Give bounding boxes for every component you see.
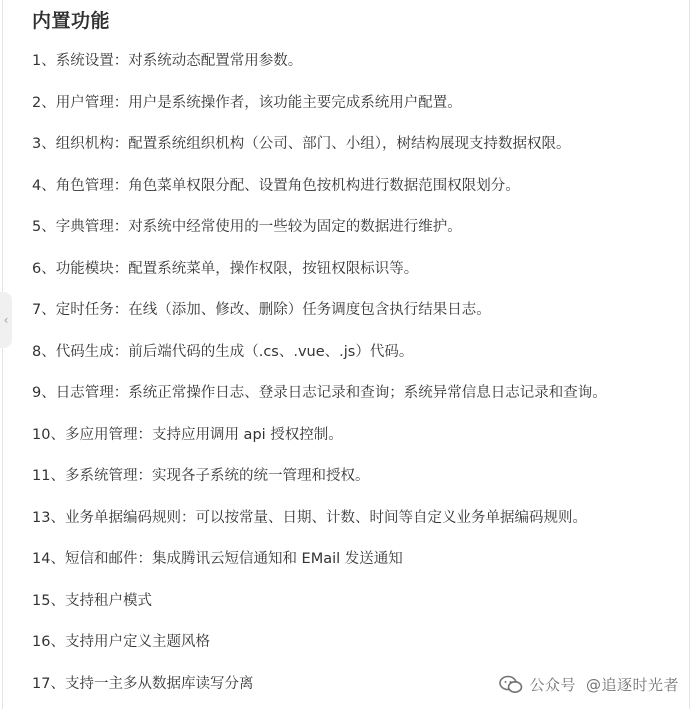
feature-item: 7、定时任务：在线（添加、修改、删除）任务调度包含执行结果日志。: [32, 302, 491, 318]
feature-item: 15、支持租户模式: [32, 592, 152, 609]
feature-item: 14、短信和邮件：集成腾讯云短信通知和 EMail 发送通知: [32, 551, 403, 567]
watermark-author: @追逐时光者: [585, 676, 679, 694]
feature-item: 2、用户管理：用户是系统操作者，该功能主要完成系统用户配置。: [32, 94, 462, 111]
section-title: 内置功能: [32, 10, 111, 32]
feature-item: 5、字典管理：对系统中经常使用的一些较为固定的数据进行维护。: [32, 219, 462, 235]
watermark-platform: 公众号: [529, 676, 576, 694]
feature-item: 8、代码生成：前后端代码的生成（.cs、.vue、.js）代码。: [32, 343, 414, 360]
feature-item: 17、支持一主多从数据库读写分离: [32, 675, 254, 692]
feature-item: 16、支持用户定义主题风格: [32, 634, 210, 650]
chevron-left-icon: ‹: [3, 313, 9, 327]
wechat-logo-icon: [499, 675, 523, 695]
feature-item: 10、多应用管理：支持应用调用 api 授权控制。: [32, 426, 343, 443]
feature-item: 3、组织机构：配置系统组织机构（公司、部门、小组），树结构展现支持数据权限。: [32, 136, 571, 152]
watermark: [499, 674, 679, 695]
feature-item: 1、系统设置：对系统动态配置常用参数。: [32, 53, 303, 69]
feature-item: 4、角色管理：角色菜单权限分配、设置角色按机构进行数据范围权限划分。: [32, 177, 520, 194]
content-frame: [2, 0, 690, 709]
collapse-handle[interactable]: [0, 292, 12, 348]
feature-list: [32, 47, 607, 709]
feature-item: 11、多系统管理：实现各子系统的统一管理和授权。: [32, 468, 370, 484]
feature-item: 13、业务单据编码规则：可以按常量、日期、计数、时间等自定义业务单据编码规则。: [32, 509, 587, 526]
feature-item: 9、日志管理：系统正常操作日志、登录日志记录和查询；系统异常信息日志记录和查询。: [32, 385, 607, 401]
feature-item: 6、功能模块：配置系统菜单，操作权限，按钮权限标识等。: [32, 260, 419, 277]
